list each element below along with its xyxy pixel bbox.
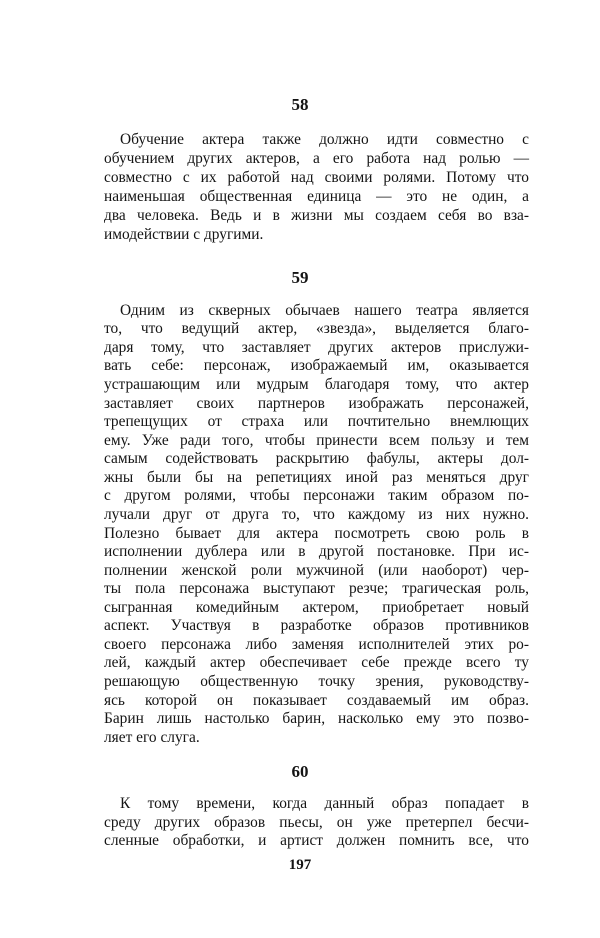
text-line: то, что ведущий актер, «звезда», выделяется благо- bbox=[104, 320, 529, 337]
text-line: обучением других актеров, а его работа над ролью — bbox=[104, 150, 529, 167]
text-line: лучали друг от друга то, что каждому из них нужно. bbox=[104, 506, 529, 523]
text-line: вать себе: персонаж, изображаемый им, оказывается bbox=[104, 357, 529, 374]
text-line: решающую общественную точку зрения, руководству- bbox=[104, 673, 529, 690]
text-line: трепещущих от страха или почтительно внемлющих bbox=[104, 413, 529, 430]
text-line: Одним из скверных обычаев нашего театра является bbox=[120, 302, 529, 319]
text-line: сленные обработки, и артист должен помнить все, что bbox=[104, 832, 529, 849]
text-line: исполнении дублера или в другой постановке. При ис- bbox=[104, 543, 529, 560]
text-line: лей, каждый актер обеспечивает себе прежде всего ту bbox=[104, 654, 529, 671]
text-line: сыгранная комедийным актером, приобретает новый bbox=[104, 599, 529, 616]
text-line: совместно с их работой над своими ролями. Потому что bbox=[104, 169, 529, 186]
text-line: даря тому, что заставляет других актеров прислужи- bbox=[104, 339, 529, 356]
text-line: ты пола персонажа выступают резче; трагическая роль, bbox=[104, 580, 529, 597]
section-number-60: 60 bbox=[291, 762, 309, 781]
text-line: два человека. Ведь и в жизни мы создаем себя во вза- bbox=[104, 207, 529, 224]
text-line: Полезно бывает для актера посмотреть свою роль в bbox=[104, 525, 529, 542]
section-number-59: 59 bbox=[291, 268, 309, 287]
text-line: с другом ролями, чтобы персонажи таким образом по- bbox=[104, 487, 529, 504]
text-line: ясь которой он показывает создаваемый им образ. bbox=[104, 692, 529, 709]
text-line: Барин лишь настолько барин, насколько ему это позво- bbox=[104, 710, 529, 727]
text-line: самым содействовать раскрытию фабулы, актеры дол- bbox=[104, 450, 529, 467]
text-line: ляет его слуга. bbox=[104, 729, 200, 746]
text-line: своего персонажа либо заменяя исполнителей этих ро- bbox=[104, 636, 529, 653]
text-line: жны были бы на репетициях иной раз меняться друг bbox=[104, 469, 529, 486]
text-line: имодействии с другими. bbox=[104, 226, 264, 243]
text-line: Обучение актера также должно идти совместно с bbox=[120, 131, 529, 148]
text-line: устрашающим или мудрым благодаря тому, что актер bbox=[104, 376, 529, 393]
text-line: наименьшая общественная единица — это не один, а bbox=[104, 188, 529, 205]
text-line: аспект. Участвуя в разработке образов противников bbox=[104, 617, 529, 634]
text-line: К тому времени, когда данный образ попадает в bbox=[120, 795, 529, 812]
page-number: 197 bbox=[288, 857, 312, 873]
text-line: заставляет своих партнеров изображать персонажей, bbox=[104, 395, 529, 412]
text-line: среду других образов пьесы, он уже претерпел бесчи- bbox=[104, 814, 529, 831]
text-line: ему. Уже ради того, чтобы принести всем пользу и тем bbox=[104, 432, 529, 449]
text-line: полнении женской роли мужчиной (или наоборот) чер- bbox=[104, 562, 529, 579]
section-number-58: 58 bbox=[291, 95, 309, 114]
